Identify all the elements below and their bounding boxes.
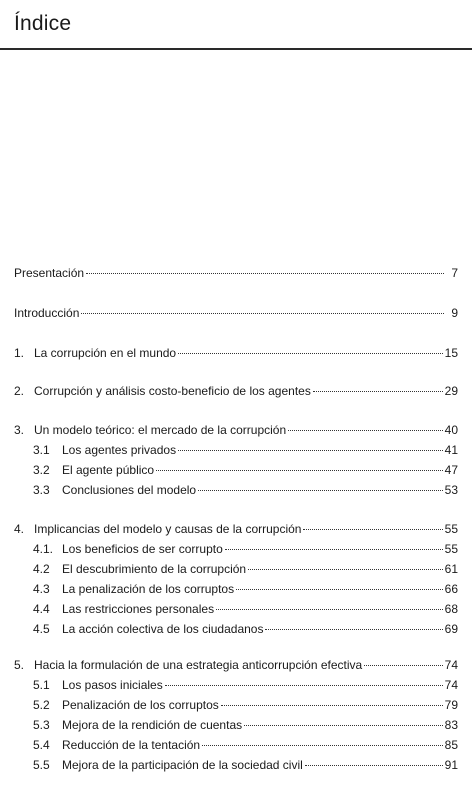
toc-entry-label: Reducción de la tentación [62,738,201,752]
toc-entry-page: 74 [444,658,458,672]
toc-entry-number: 3.3 [33,483,50,497]
dot-leader [156,470,443,471]
page-title: Índice [14,12,72,35]
toc-entry-number: 3. [14,423,25,437]
toc-entry-number: 5.4 [33,738,50,752]
toc-entry-page: 55 [444,542,458,556]
toc-entry-number: 3.2 [33,463,50,477]
toc-entry-label: Hacia la formulación de una estrategia anticorrupción efectiva [34,658,363,672]
toc-entry-label: Los pasos iniciales [62,678,163,692]
toc-entry-number: 5.1 [33,678,50,692]
toc-entry-presentacion [14,266,458,283]
dot-leader [221,705,443,706]
title-rule [0,48,472,50]
toc-entry-label: Los agentes privados [62,443,177,457]
dot-leader [198,490,443,491]
toc-chapter-3 [14,423,458,440]
toc-entry-number: 4.5 [33,622,50,636]
toc-entry-page: 83 [444,718,458,732]
toc-entry-label: El agente público [62,463,155,477]
toc-entry-number: 4.3 [33,582,50,596]
toc-entry-page: 9 [451,306,458,320]
dot-leader [81,313,444,314]
dot-leader [248,569,443,570]
toc-section-5-3 [33,718,458,735]
toc-entry-page: 47 [444,463,458,477]
toc-entry-label: Los beneficios de ser corrupto [62,542,223,556]
toc-entry-page: 85 [444,738,458,752]
toc-entry-label: Penalización de los corruptos [62,698,219,712]
toc-entry-number: 4.2 [33,562,50,576]
toc-section-4-2 [33,562,458,579]
dot-leader [236,589,443,590]
toc-section-5-4 [33,738,458,755]
toc-entry-label: Implicancias del modelo y causas de la corrupción [34,522,302,536]
toc-entry-label: Presentación [14,266,85,280]
toc-entry-page: 61 [444,562,458,576]
toc-entry-page: 74 [444,678,458,692]
toc-entry-label: Introducción [14,306,80,320]
dot-leader [265,629,442,630]
toc-entry-number: 5.2 [33,698,50,712]
toc-entry-label: El descubrimiento de la corrupción [62,562,247,576]
toc-entry-label: Conclusiones del modelo [62,483,197,497]
toc-entry-label: La corrupción en el mundo [34,346,177,360]
dot-leader [244,725,443,726]
toc-entry-label: Mejora de la rendición de cuentas [62,718,243,732]
dot-leader [165,685,443,686]
dot-leader [364,665,442,666]
toc-chapter-4 [14,522,458,539]
toc-entry-page: 91 [444,758,458,772]
toc-entry-label: Un modelo teórico: el mercado de la corrupción [34,423,287,437]
toc-section-4-5 [33,622,458,639]
toc-entry-label: Corrupción y análisis costo-beneficio de los agentes [34,384,311,398]
toc-entry-page: 79 [444,698,458,712]
toc-entry-label: Las restricciones personales [62,602,215,616]
dot-leader [86,273,444,274]
dot-leader [303,529,442,530]
toc-entry-page: 15 [444,346,458,360]
toc-entry-label: La penalización de los corruptos [62,582,235,596]
dot-leader [178,353,443,354]
toc-entry-number: 5.3 [33,718,50,732]
toc-section-4-4 [33,602,458,619]
toc-entry-label: Mejora de la participación de la sociedad civil [62,758,303,772]
toc-entry-number: 5.5 [33,758,50,772]
toc-section-5-2 [33,698,458,715]
toc-entry-number: 5. [14,658,25,672]
toc-entry-number: 3.1 [33,443,50,457]
toc-chapter-5 [14,658,458,675]
toc-section-3-3 [33,483,458,500]
toc-entry-page: 7 [451,266,458,280]
toc-entry-introduccion [14,306,458,323]
toc-entry-number: 4.4 [33,602,50,616]
toc-entry-number: 1. [14,346,25,360]
dot-leader [216,609,443,610]
dot-leader [288,430,443,431]
toc-entry-number: 4.1. [33,542,54,556]
dot-leader [225,549,443,550]
dot-leader [178,450,443,451]
toc-entry-page: 68 [444,602,458,616]
toc-entry-page: 55 [444,522,458,536]
toc-entry-page: 69 [444,622,458,636]
toc-entry-page: 29 [444,384,458,398]
toc-entry-label: La acción colectiva de los ciudadanos [62,622,264,636]
toc-chapter-1 [14,346,458,363]
toc-entry-page: 66 [444,582,458,596]
toc-section-3-2 [33,463,458,480]
toc-section-5-1 [33,678,458,695]
toc-section-5-5 [33,758,458,775]
toc-chapter-2 [14,384,458,401]
toc-section-4-1 [33,542,458,559]
toc-entry-page: 53 [444,483,458,497]
toc-section-3-1 [33,443,458,460]
dot-leader [313,391,443,392]
toc-entry-page: 41 [444,443,458,457]
toc-entry-number: 4. [14,522,25,536]
toc-entry-number: 2. [14,384,25,398]
dot-leader [305,765,443,766]
dot-leader [202,745,443,746]
toc-section-4-3 [33,582,458,599]
toc-entry-page: 40 [444,423,458,437]
